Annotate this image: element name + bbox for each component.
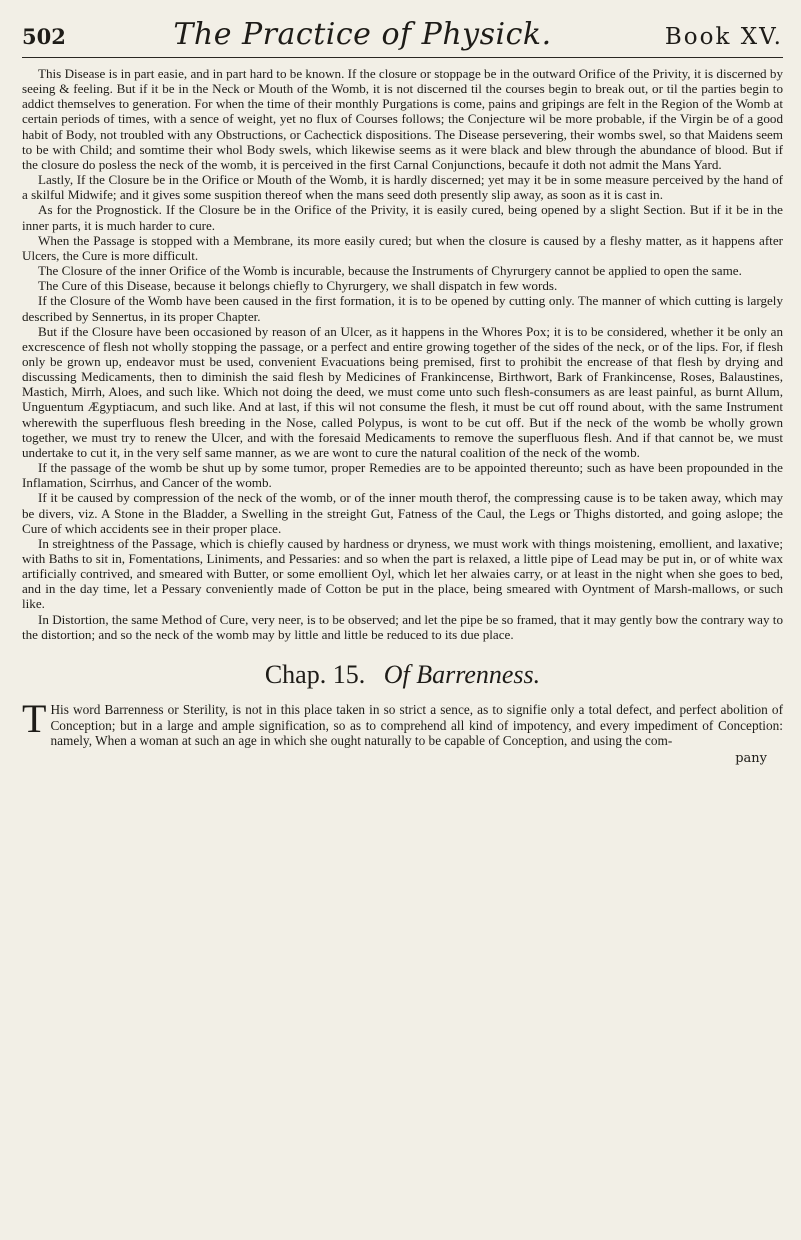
paragraph: In streightness of the Passage, which is chiefly caused by hardness or dryness, we must work with things moistening, emollient, and laxative; with Baths to sit in, Fomentations, Liniments, and Pessaries: and so when the part is relaxed, a little pipe of Lead may be put in, or of white wax artificially contrived, and smeared with Butter, or some emollient Oyl, which let her alwaies carry, or at least in the night when she goes to bed, and in the day time, let a Pessary conveniently made of Cotton be put in the place, being smeared with Oyntment of Marsh-mallows, or such like. xyxy=(22,535,783,612)
drop-cap: T xyxy=(22,695,47,741)
paragraph: If the Closure of the Womb have been caused in the first formation, it is to be opened by cutting only. The manner of which cutting is largely described by Sennertus, in its proper Chapter. xyxy=(22,293,783,324)
paragraph: The Cure of this Disease, because it belongs chiefly to Chyrurgery, we shall dispatch in few words. xyxy=(38,278,558,294)
catchword: pany xyxy=(735,750,767,766)
paragraph: The Closure of the inner Orifice of the Womb is incurable, because the Instruments of Chyrurgery cannot be applied to open the same. xyxy=(38,263,742,279)
paragraph: If the passage of the womb be shut up by some tumor, proper Remedies are to be appointed thereunto; such as have been propounded in the Inflamation, Scirrhus, and Cancer of the womb. xyxy=(22,460,783,491)
paragraph: As for the Prognostick. If the Closure be in the Orifice of the Privity, it is easily cured, being opened by a slight Section. But if it be in the inner parts, it is much harder to cure. xyxy=(22,202,783,233)
paragraph: Lastly, If the Closure be in the Orifice or Mouth of the Womb, it is hardly discerned; yet may it be in some measure perceived by the hand of a skilful Midwife; and it gives some suspition thereof when the mans seed doth presently slip away, as soon as it is cast in. xyxy=(22,172,783,203)
book-label: Book XV. xyxy=(664,24,783,50)
chapter-opening-text: His word Barrenness or Sterility, is not in this place taken in so strict a sence, as to signifie only a total defect, and perfect abolition of Conception; but in a large and ample signification, so as to comprehend all kind of impotency, and every impediment of Conception: namely, When a woman at such an age in which she ought naturally to be capable of Conception, and using the com- xyxy=(50,701,783,749)
chapter-subject: Of Barrenness. xyxy=(383,659,541,689)
page-header xyxy=(22,14,783,58)
paragraph: When the Passage is stopped with a Membrane, its more easily cured; but when the closure is caused by a fleshy matter, as it happens after Ulcers, the Cure is more difficult. xyxy=(22,232,783,263)
paragraph: In Distortion, the same Method of Cure, very neer, is to be observed; and let the pipe be so framed, that it may gently bow the contrary way to the distortion; and so the neck of the womb may by little and little be reduced to its due place. xyxy=(22,611,783,642)
body-text xyxy=(22,66,783,642)
chapter-label: Chap. 15. xyxy=(264,659,366,689)
page-number: 502 xyxy=(22,24,66,49)
paragraph: This Disease is in part easie, and in part hard to be known. If the closure or stoppage be in the outward Orifice of the Privity, it is discerned by seeing & feeling. But if it be in the Neck or Mouth of the Womb, it is not discerned til the courses begin to break out, or til the parties begin to addict themselves to generation. For when the time of their monthly Purgations is come, pains and gripings are felt in the Region of the Womb at certain periods of times, with a sence of weight, yet no flux of Courses follows; the Conjecture wil be more probable, if the Virgin be of a good habit of Body, not troubled with any Obstructions, or Cachectick dispositions. The Disease persevering, their wombs swel, so that Maidens seem to be with Child; and somtime their whol Body swels, which likewise seems as it were black and blew through the abundance of blood. But if the closure do posless the neck of the womb, it is perceived in the first Carnal Conjunctions, becaufe it doth not admit the Mans Yard. xyxy=(22,66,783,172)
chapter-opening-paragraph xyxy=(22,695,783,749)
running-title: The Practice of Physick. xyxy=(173,17,552,52)
paragraph: If it be caused by compression of the neck of the womb, or of the inner mouth therof, the compressing cause is to be taken away, which may be divers, viz. A Stone in the Bladder, a Swelling in the streight Gut, Fatness of the Caul, the Legs or Thighs distorted, and going aslope; the Cure of which accidents see in their proper place. xyxy=(22,490,783,536)
paragraph: But if the Closure have been occasioned by reason of an Ulcer, as it happens in the Whores Pox; it is to be considered, whether it be only an excrescence of flesh not wholly stopping the passage, or a perfect and entire growing together of the sides of the neck, or of the lips. For, if flesh only be grown up, endeavor must be used, convenient Evacuations being premised, first to prohibit the encrease of that flesh by drying and discussing Medicaments, then to diminish the said flesh by Medicines of Frankincense, Birthwort, Bark of Frankincense, Roses, Balaustines, Mastich, Mirrh, Aloes, and such like. Which not doing the deed, we must come unto such flesh-consumers as are least painful, as burnt Allum, Unguentum Ægyptiacum, and such like. And at last, if this wil not consume the flesh, it must be cut off round about, with the same Instrument wherewith the superfluous flesh breeding in the Nose, called Polypus, is wont to be cut off. But if the neck of the womb be wholly grown together, we must try to renew the Ulcer, and with the foresaid Medicaments to remove the superfluous flesh. And if that cannot be, we must undertake to cut it, in the very self same manner, as we are wont to cure the natural coalition of the neck of the womb. xyxy=(22,323,783,460)
chapter-heading xyxy=(22,660,783,690)
